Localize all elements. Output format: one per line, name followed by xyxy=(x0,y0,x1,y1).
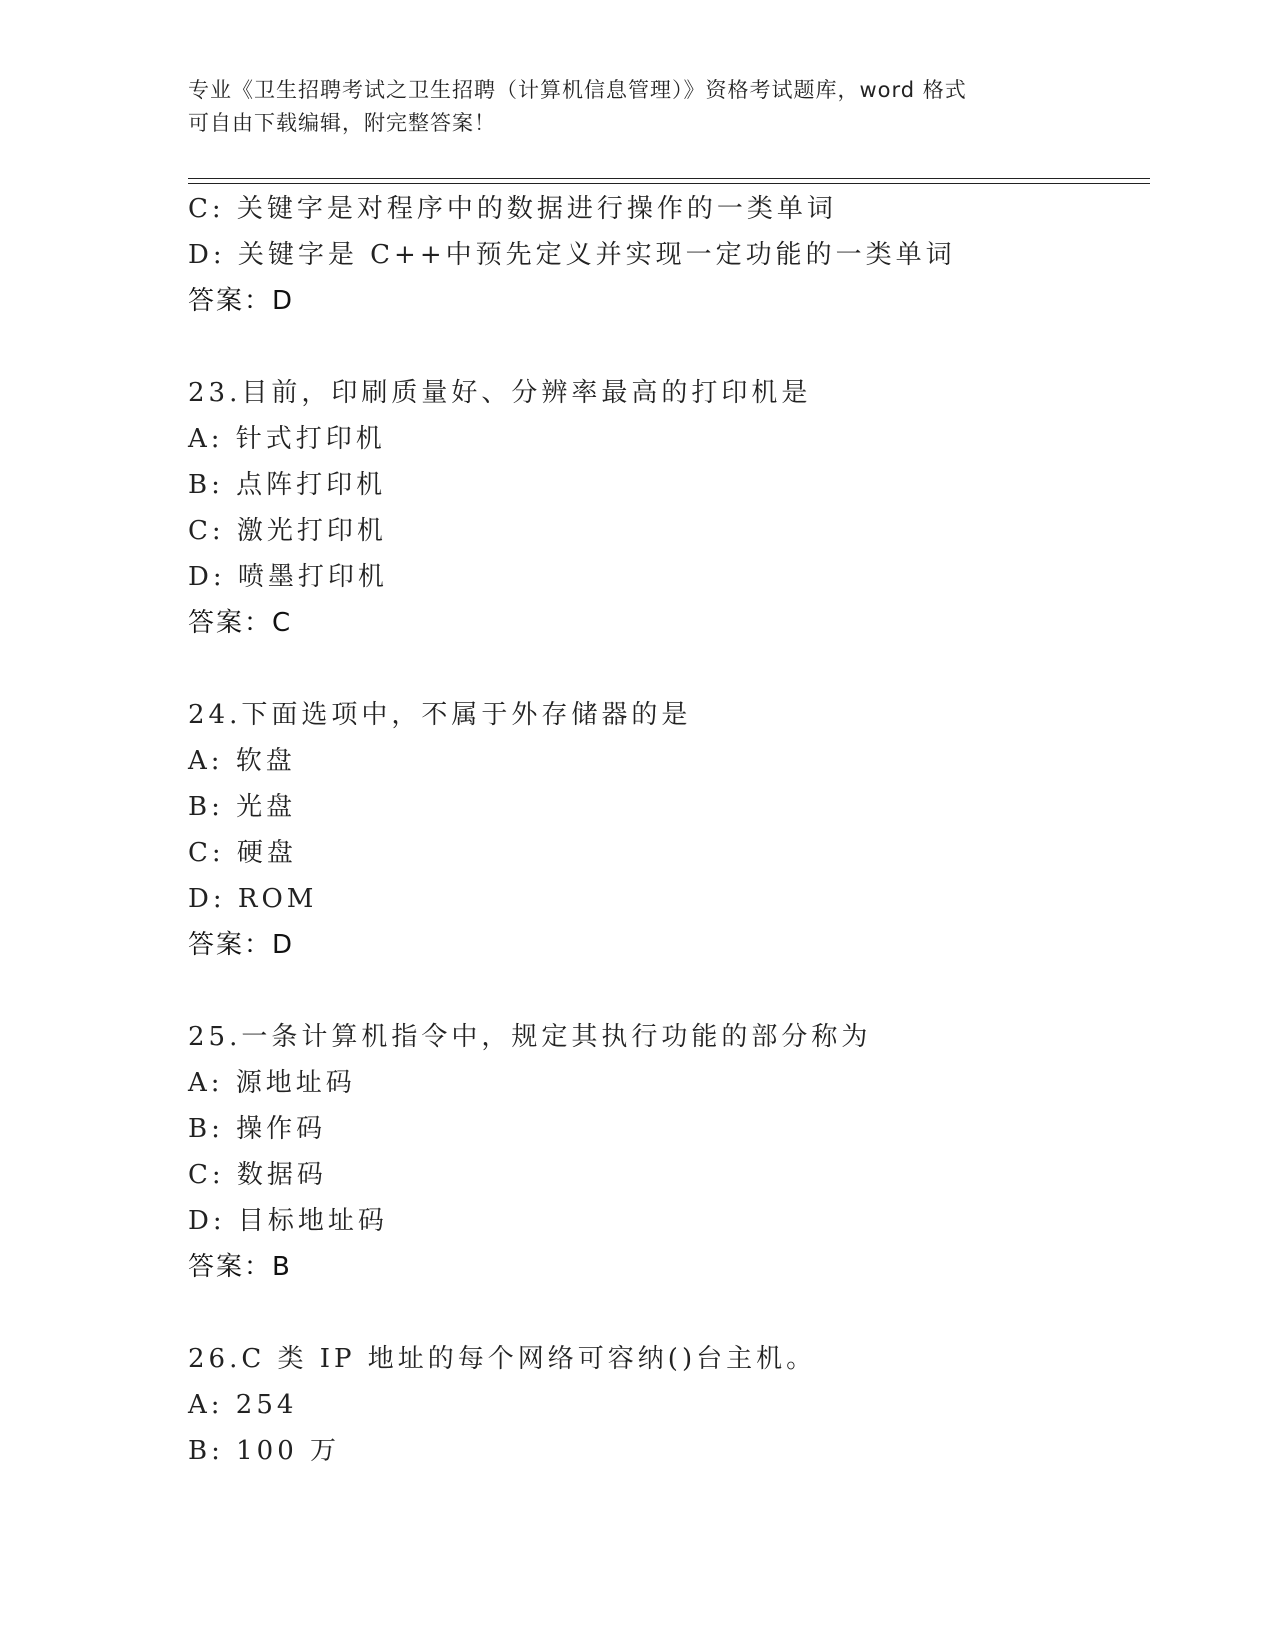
answer: 答案：C xyxy=(188,608,293,638)
question-26 xyxy=(188,1336,1148,1474)
header-line-1: 专业《卫生招聘考试之卫生招聘（计算机信息管理）》资格考试题库，word 格式 xyxy=(188,78,967,102)
question-text: 25.一条计算机指令中，规定其执行功能的部分称为 xyxy=(188,1022,872,1052)
option-b: B: 100 万 xyxy=(188,1436,341,1466)
answer: 答案：D xyxy=(188,286,295,316)
option-d: D: ROM xyxy=(188,884,318,914)
option-c: C: 关键字是对程序中的数据进行操作的一类单词 xyxy=(188,194,837,224)
option-a: A: 254 xyxy=(188,1390,298,1420)
option-c: C: 激光打印机 xyxy=(188,516,387,546)
option-d: D: 目标地址码 xyxy=(188,1206,388,1236)
option-a: A: 针式打印机 xyxy=(188,424,386,454)
answer: 答案：B xyxy=(188,1252,292,1282)
question-24 xyxy=(188,692,1148,968)
option-a: A: 源地址码 xyxy=(188,1068,356,1098)
question-25 xyxy=(188,1014,1148,1290)
option-b: B: 操作码 xyxy=(188,1114,327,1144)
question-list xyxy=(188,186,1148,1474)
option-c: C: 数据码 xyxy=(188,1160,327,1190)
header-divider-bottom xyxy=(188,183,1150,184)
question-text: 23.目前，印刷质量好、分辨率最高的打印机是 xyxy=(188,378,812,408)
document-header xyxy=(188,74,1088,140)
option-b: B: 点阵打印机 xyxy=(188,470,387,500)
option-d: D: 喷墨打印机 xyxy=(188,562,388,592)
question-22-continued xyxy=(188,186,1148,324)
question-text: 24.下面选项中，不属于外存储器的是 xyxy=(188,700,692,730)
question-text: 26.C 类 IP 地址的每个网络可容纳()台主机。 xyxy=(188,1344,817,1374)
option-a: A: 软盘 xyxy=(188,746,296,776)
option-d: D: 关键字是 C++中预先定义并实现一定功能的一类单词 xyxy=(188,240,956,270)
option-c: C: 硬盘 xyxy=(188,838,297,868)
header-line-2: 可自由下载编辑，附完整答案！ xyxy=(188,111,496,135)
header-divider-top xyxy=(188,178,1150,179)
answer: 答案：D xyxy=(188,930,295,960)
option-b: B: 光盘 xyxy=(188,792,297,822)
question-23 xyxy=(188,370,1148,646)
